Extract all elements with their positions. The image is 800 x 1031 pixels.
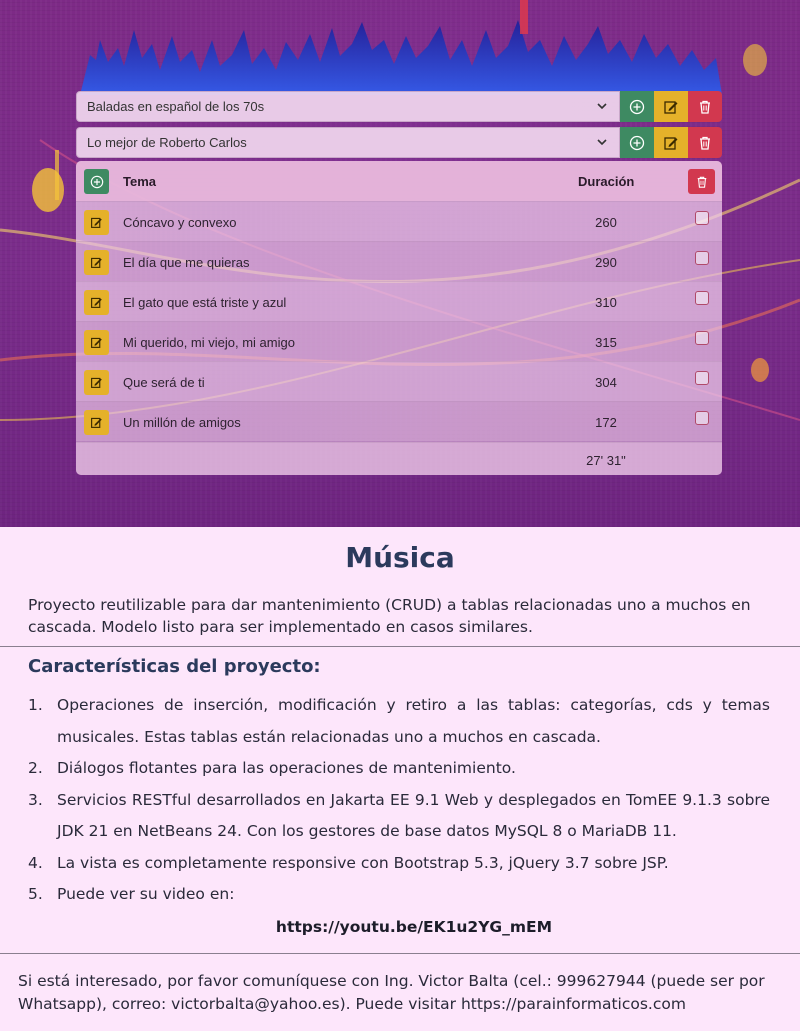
feature-item: [28, 879, 770, 911]
song-duration: 290: [595, 255, 617, 270]
song-duration: 315: [595, 335, 617, 350]
edit-song-button[interactable]: [84, 290, 109, 315]
cd-select[interactable]: [76, 127, 620, 158]
table-row: [76, 281, 722, 321]
feature-item: [28, 690, 770, 753]
feature-item: [28, 848, 770, 880]
song-select-checkbox[interactable]: [695, 371, 709, 385]
song-title: Cóncavo y convexo: [123, 215, 237, 230]
song-duration: 172: [595, 415, 617, 430]
song-select-checkbox[interactable]: [695, 251, 709, 265]
total-duration: 27' 31": [586, 453, 626, 468]
song-title: El día que me quieras: [123, 255, 250, 270]
chevron-down-icon: [595, 99, 609, 113]
song-title: Que será de ti: [123, 375, 205, 390]
column-header-tema: Tema: [123, 174, 156, 189]
pencil-square-icon: [90, 376, 103, 389]
pencil-square-icon: [90, 296, 103, 309]
feature-text: Operaciones de inserción, modificación y retiro a las tablas: categorías, cds y temas musicales. Estas tablas están relacionadas uno a muchos en cascada.: [57, 696, 770, 746]
feature-number: 5.: [28, 885, 43, 903]
plus-circle-icon: [629, 135, 645, 151]
page-title: Música: [345, 541, 455, 574]
add-cd-button[interactable]: [620, 127, 654, 158]
song-select-checkbox[interactable]: [695, 411, 709, 425]
pencil-square-icon: [90, 416, 103, 429]
feature-number: 1.: [28, 696, 43, 714]
trash-icon: [696, 175, 708, 189]
table-row: [76, 401, 722, 441]
cd-select-row-2: [76, 127, 722, 158]
cd-select-row-1: [76, 91, 722, 122]
song-select-checkbox[interactable]: [695, 291, 709, 305]
add-song-button[interactable]: [84, 169, 109, 194]
delete-cd-button[interactable]: [688, 127, 722, 158]
song-title: El gato que está triste y azul: [123, 295, 287, 310]
divider-bottom: [0, 953, 800, 954]
feature-number: 3.: [28, 790, 43, 809]
feature-text: Diálogos flotantes para las operaciones de mantenimiento.: [57, 759, 516, 777]
feature-item: [28, 785, 770, 848]
table-row: [76, 201, 722, 241]
pencil-square-icon: [663, 135, 679, 151]
add-category-button[interactable]: [620, 91, 654, 122]
feature-number: 4.: [28, 853, 43, 872]
cd-select-value: Lo mejor de Roberto Carlos: [87, 135, 247, 150]
song-duration: 260: [595, 215, 617, 230]
table-row: [76, 321, 722, 361]
chevron-down-icon: [595, 135, 609, 149]
songs-table: [76, 161, 722, 475]
song-title: Mi querido, mi viejo, mi amigo: [123, 335, 295, 350]
feature-number: 2.: [28, 759, 43, 777]
contact-info: Si está interesado, por favor comuníquese con Ing. Victor Balta (cel.: 999627944 (puede ser por Whatsapp), correo: victorbalta@yahoo.es). Puede visitar https://parainformaticos.com: [18, 972, 765, 1013]
video-link[interactable]: https://youtu.be/EK1u2YG_mEM: [275, 918, 553, 936]
feature-text: Servicios RESTful desarrollados en Jakarta EE 9.1 Web y desplegados en TomEE 9.1.3 sobre JDK 21 en NetBeans 24. Con los gestores de base datos MySQL 8 o MariaDB 11.: [57, 790, 770, 840]
song-title: Un millón de amigos: [123, 415, 241, 430]
edit-song-button[interactable]: [84, 330, 109, 355]
trash-icon: [698, 99, 712, 115]
song-duration: 310: [595, 295, 617, 310]
table-row: [76, 241, 722, 281]
feature-text: La vista es completamente responsive con Bootstrap 5.3, jQuery 3.7 sobre JSP.: [57, 853, 669, 872]
edit-song-button[interactable]: [84, 250, 109, 275]
edit-cd-button[interactable]: [654, 127, 688, 158]
delete-selected-songs-button[interactable]: [688, 169, 715, 194]
pencil-square-icon: [90, 256, 103, 269]
edit-category-button[interactable]: [654, 91, 688, 122]
pencil-square-icon: [90, 216, 103, 229]
trash-icon: [698, 135, 712, 151]
song-select-checkbox[interactable]: [695, 331, 709, 345]
edit-song-button[interactable]: [84, 370, 109, 395]
category-select-value: Baladas en español de los 70s: [87, 99, 265, 114]
divider-top: [0, 646, 800, 647]
song-duration: 304: [595, 375, 617, 390]
edit-song-button[interactable]: [84, 210, 109, 235]
table-footer: [76, 442, 722, 475]
column-header-duracion: Duración: [578, 174, 635, 189]
song-select-checkbox[interactable]: [695, 211, 709, 225]
delete-category-button[interactable]: [688, 91, 722, 122]
plus-circle-icon: [629, 99, 645, 115]
edit-song-button[interactable]: [84, 410, 109, 435]
table-header: [76, 161, 722, 201]
feature-text: Puede ver su video en:: [57, 885, 235, 903]
features-list: [28, 690, 770, 911]
plus-circle-icon: [90, 175, 104, 189]
project-intro: Proyecto reutilizable para dar mantenimiento (CRUD) a tablas relacionadas uno a muchos en cascada. Modelo listo para ser implementado en casos similares.: [28, 596, 751, 636]
table-row: [76, 361, 722, 401]
category-select[interactable]: [76, 91, 620, 122]
pencil-square-icon: [663, 99, 679, 115]
features-title: Características del proyecto:: [28, 656, 321, 677]
pencil-square-icon: [90, 336, 103, 349]
feature-item: [28, 753, 770, 785]
